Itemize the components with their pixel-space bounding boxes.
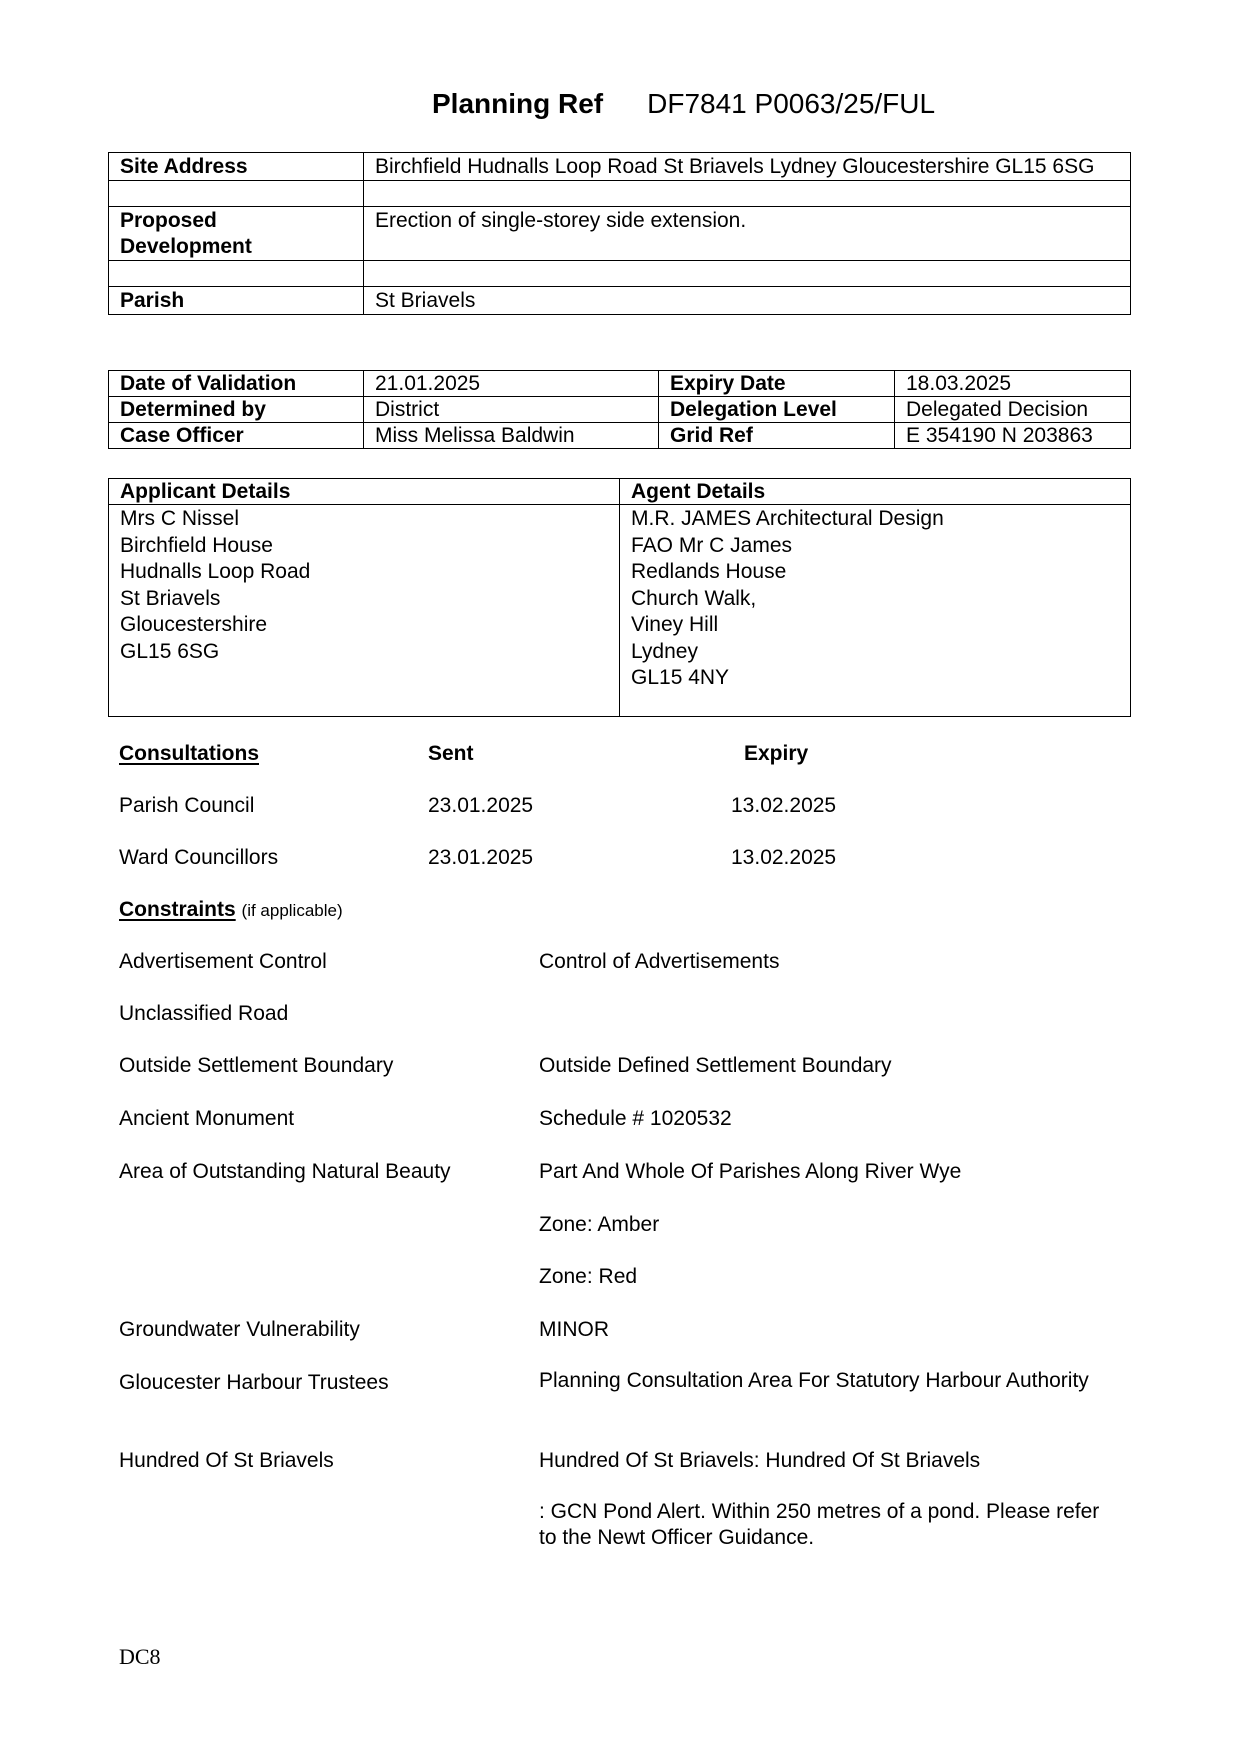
constraint-detail: Hundred Of St Briavels: Hundred Of St Briavels — [539, 1449, 981, 1472]
agent-heading: Agent Details — [620, 479, 1131, 505]
applicant-line: Birchfield House — [120, 533, 273, 557]
agent-line: Lydney — [631, 639, 698, 663]
constraint-detail: Schedule # 1020532 — [539, 1107, 732, 1130]
contacts-header-row — [109, 479, 1131, 505]
planning-ref-value: DF7841 P0063/25/FUL — [647, 88, 936, 119]
applicant-line: GL15 6SG — [120, 639, 220, 663]
constraint-detail: Planning Consultation Area For Statutory Harbour Authority — [539, 1369, 1089, 1392]
constraint-detail: Outside Defined Settlement Boundary — [539, 1054, 892, 1077]
case-officer-label: Case Officer — [109, 423, 364, 449]
constraint-name: Advertisement Control — [119, 950, 327, 973]
consultations-heading: Consultations — [119, 742, 259, 765]
applicant-line: Mrs C Nissel — [120, 507, 239, 530]
determined-label: Determined by — [109, 397, 364, 423]
constraint-detail: Part And Whole Of Parishes Along River Wye — [539, 1160, 962, 1183]
parish-row — [109, 287, 1131, 315]
footer-code: DC8 — [119, 1644, 161, 1669]
consultee-expiry: 13.02.2025 — [731, 846, 837, 869]
applicant-line: St Briavels — [120, 586, 221, 610]
consultee-name: Parish Council — [119, 794, 255, 817]
grid-ref-label: Grid Ref — [659, 423, 895, 449]
applicant-line: Gloucestershire — [120, 613, 268, 636]
agent-line: Church Walk, — [631, 586, 757, 610]
expiry-header: Expiry — [744, 742, 809, 765]
constraints-header — [119, 898, 343, 922]
determined-value: District — [364, 397, 659, 423]
applicant-heading: Applicant Details — [109, 479, 620, 505]
site-address-label: Site Address — [109, 153, 364, 181]
consultee-sent: 23.01.2025 — [428, 794, 534, 817]
constraint-detail: MINOR — [539, 1318, 609, 1341]
constraint-name: Hundred Of St Briavels — [119, 1449, 334, 1472]
consultee-name: Ward Councillors — [119, 846, 279, 869]
constraints-note: (if applicable) — [241, 901, 343, 920]
spacer-row — [109, 261, 1131, 287]
constraint-name: Ancient Monument — [119, 1107, 295, 1130]
validation-value: 21.01.2025 — [364, 371, 659, 397]
applicant-line: Hudnalls Loop Road — [120, 560, 311, 583]
contacts-body-row — [109, 505, 1131, 717]
agent-line: M.R. JAMES Architectural Design — [631, 507, 944, 530]
agent-line: FAO Mr C James — [631, 533, 793, 557]
constraint-name: Gloucester Harbour Trustees — [119, 1371, 389, 1394]
constraint-detail: Control of Advertisements — [539, 950, 780, 973]
consultee-sent: 23.01.2025 — [428, 846, 534, 869]
constraint-name: Area of Outstanding Natural Beauty — [119, 1160, 451, 1183]
details-row — [109, 397, 1131, 423]
consultee-expiry: 13.02.2025 — [731, 794, 837, 817]
site-address-value: Birchfield Hudnalls Loop Road St Briavels Lydney Gloucestershire GL15 6SG — [364, 153, 1131, 181]
agent-line: Redlands House — [631, 560, 787, 583]
expiry-value: 18.03.2025 — [895, 371, 1131, 397]
validation-label: Date of Validation — [109, 371, 364, 397]
constraint-name: Outside Settlement Boundary — [119, 1054, 394, 1077]
delegation-value: Delegated Decision — [895, 397, 1131, 423]
sent-header: Sent — [428, 742, 474, 765]
expiry-label: Expiry Date — [659, 371, 895, 397]
agent-line: Viney Hill — [631, 613, 719, 636]
agent-address — [620, 505, 1131, 717]
page-title — [432, 88, 935, 120]
constraint-detail: Zone: Red — [539, 1265, 638, 1288]
parish-label: Parish — [109, 287, 364, 315]
spacer-row — [109, 181, 1131, 207]
site-address-row — [109, 153, 1131, 181]
parish-value: St Briavels — [364, 287, 1131, 315]
case-officer-value: Miss Melissa Baldwin — [364, 423, 659, 449]
delegation-label: Delegation Level — [659, 397, 895, 423]
constraint-detail: : GCN Pond Alert. Within 250 metres of a pond. Please refer to the Newt Officer Guidance. — [539, 1500, 1100, 1549]
constraints-heading: Constraints — [119, 898, 236, 921]
proposed-development-value: Erection of single-storey side extension. — [364, 207, 1131, 261]
proposed-development-label: Proposed Development — [109, 207, 364, 261]
applicant-address — [109, 505, 620, 717]
constraint-name: Unclassified Road — [119, 1002, 289, 1025]
site-table — [108, 152, 1131, 315]
constraint-detail: Zone: Amber — [539, 1213, 660, 1236]
details-table — [108, 370, 1131, 449]
constraint-name: Groundwater Vulnerability — [119, 1318, 360, 1341]
planning-ref-label: Planning Ref — [432, 88, 604, 119]
details-row — [109, 371, 1131, 397]
proposed-development-row — [109, 207, 1131, 261]
contacts-table — [108, 478, 1131, 717]
details-row — [109, 423, 1131, 449]
grid-ref-value: E 354190 N 203863 — [895, 423, 1131, 449]
agent-line: GL15 4NY — [631, 666, 730, 689]
